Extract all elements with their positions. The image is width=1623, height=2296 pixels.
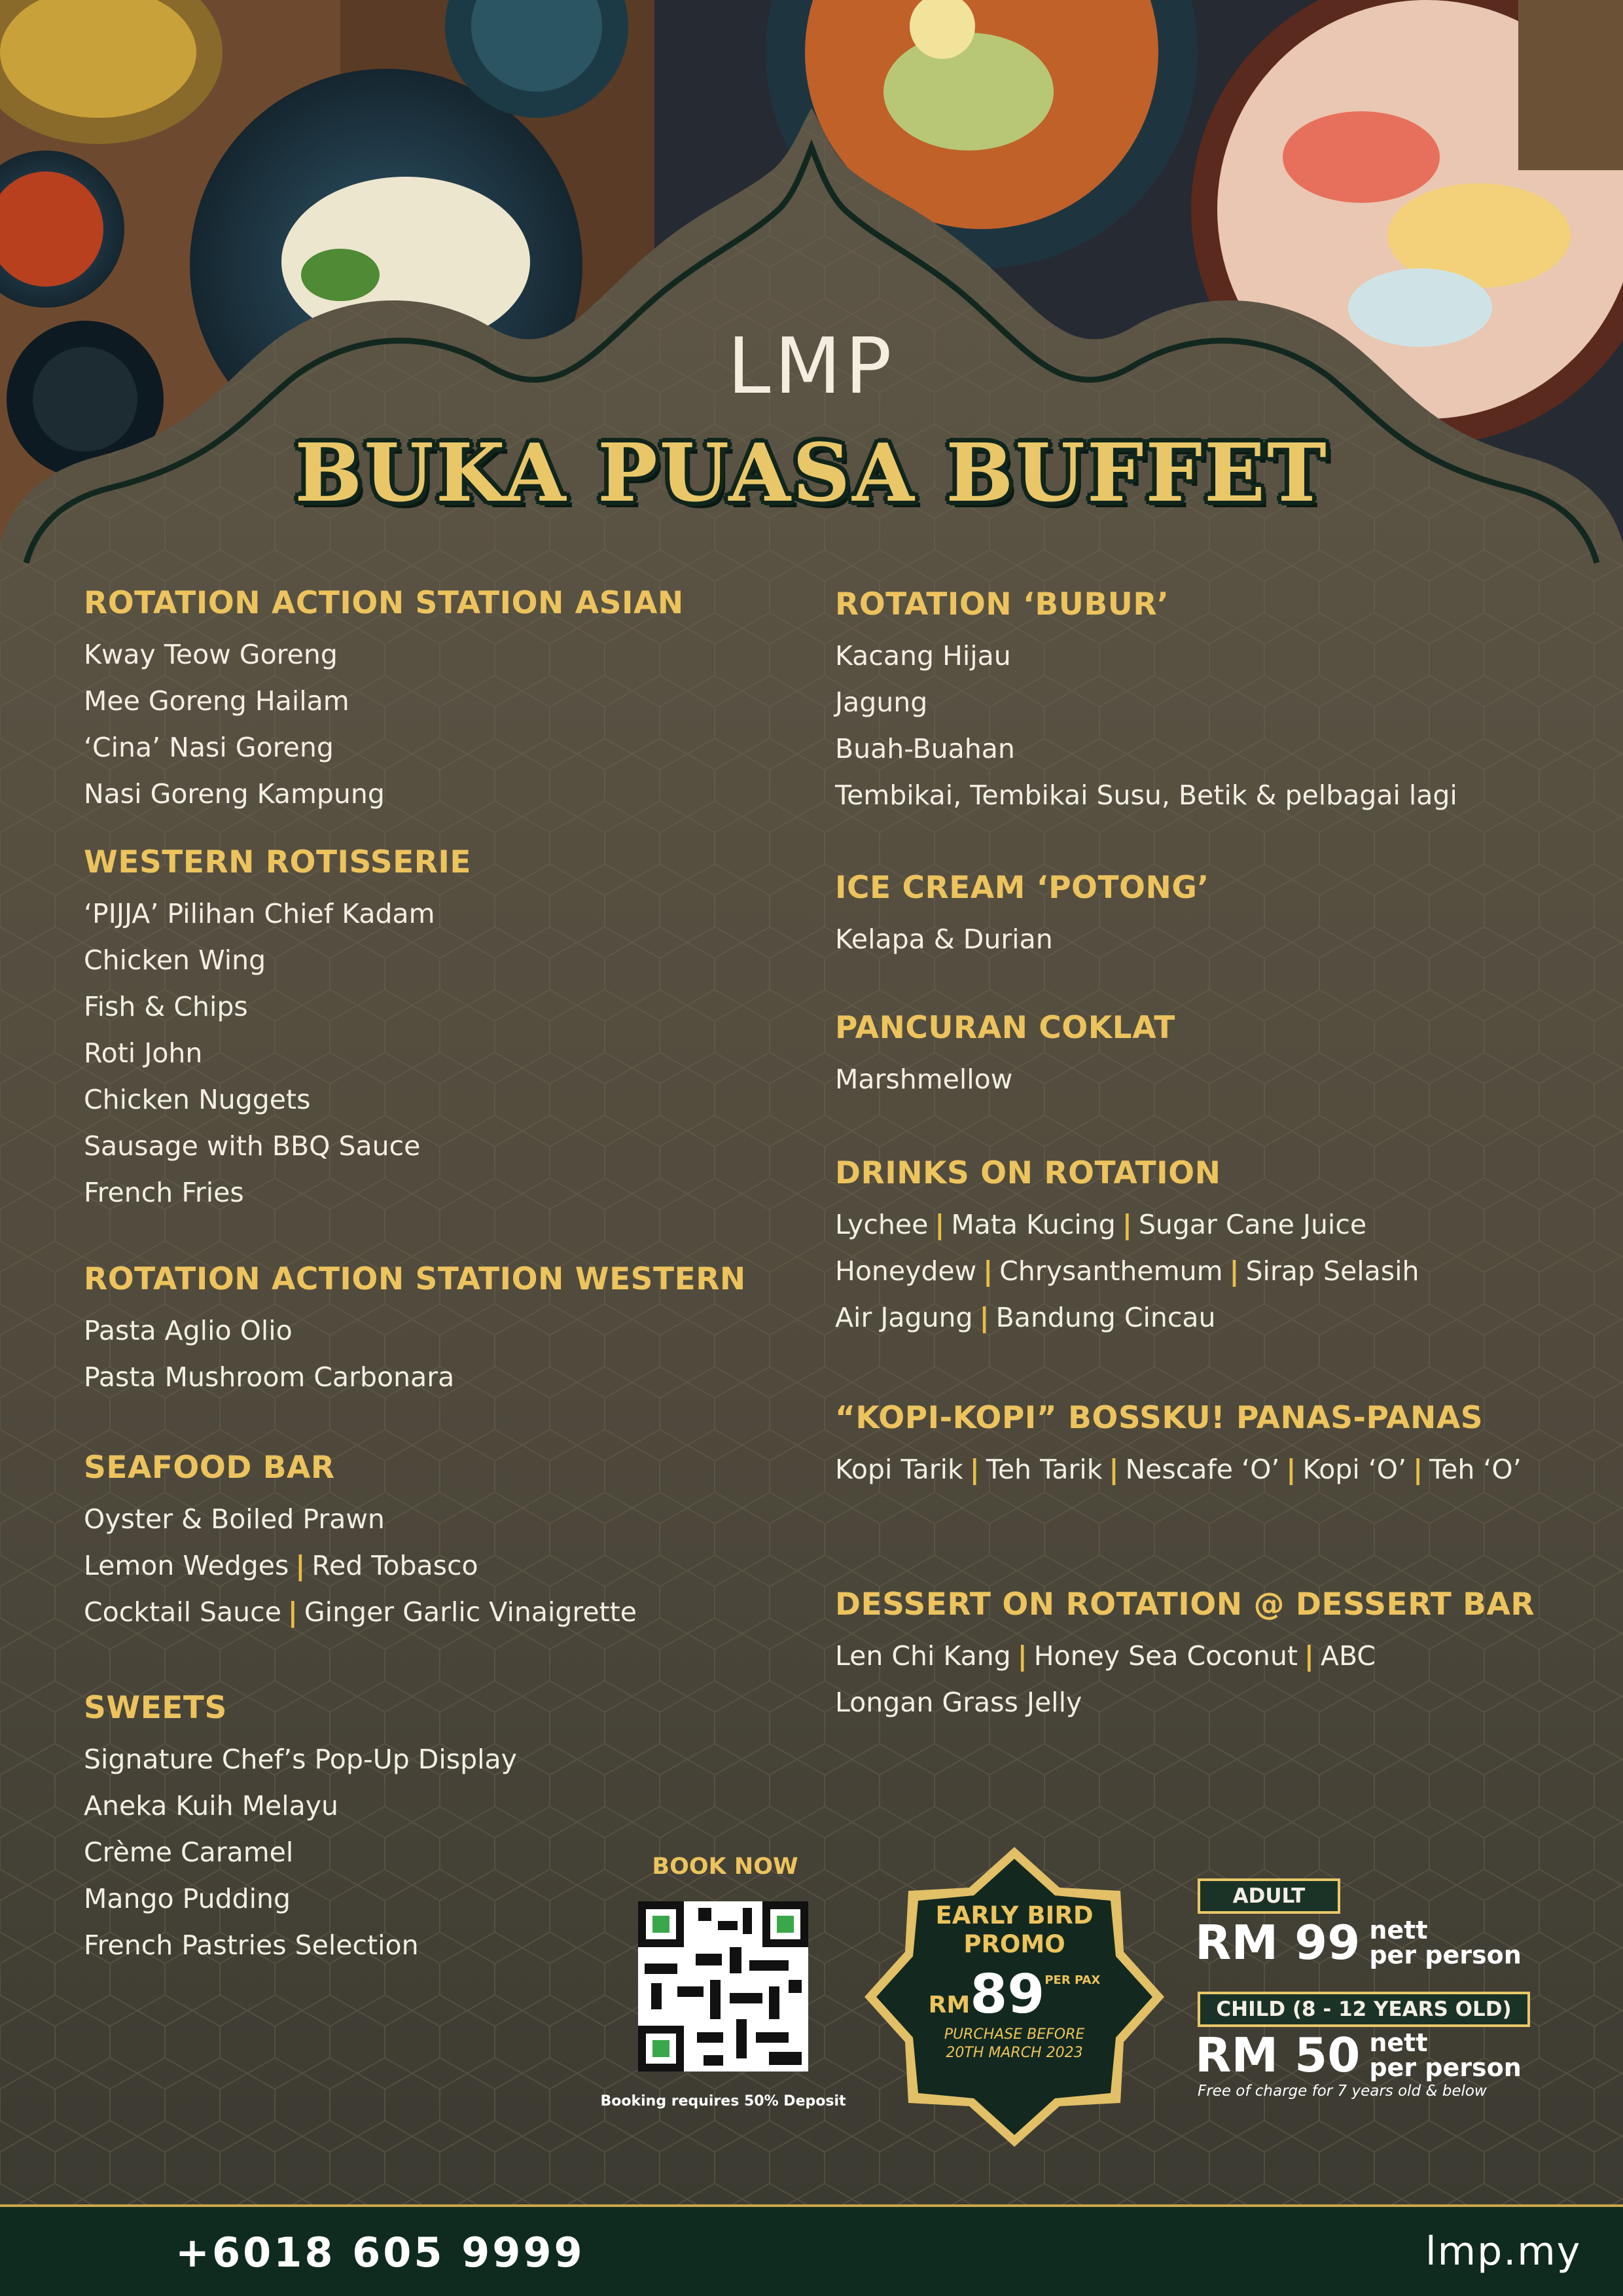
menu-item-text: Mata Kucing [951, 1209, 1116, 1240]
menu-item-text: Aneka Kuih Melayu [84, 1790, 339, 1821]
menu-item-text: Lemon Wedges [84, 1550, 289, 1581]
menu-item-text: Crème Caramel [84, 1837, 294, 1868]
menu-item-list [835, 1637, 1555, 1730]
adult-price-unit [1369, 1918, 1521, 1967]
menu-item-list [84, 636, 804, 821]
menu-item [835, 683, 1555, 730]
menu-item-text: Nasi Goreng Kampung [84, 778, 385, 810]
menu-item [84, 728, 804, 775]
menu-item-text: Sugar Cane Juice [1138, 1209, 1367, 1240]
menu-section-action-asian [84, 585, 804, 821]
section-heading: DRINKS ON ROTATION [835, 1155, 1221, 1191]
menu-item [84, 1547, 804, 1593]
menu-item-text: Chrysanthemum [999, 1255, 1223, 1287]
menu-section-western-rotisserie [84, 844, 804, 1220]
promo-title-line1: EARLY BIRD [935, 1901, 1094, 1929]
menu-item-text: Oyster & Boiled Prawn [84, 1503, 385, 1535]
item-separator: | [1109, 1454, 1119, 1485]
section-heading: PANCURAN COKLAT [835, 1010, 1175, 1046]
menu-item-text: Tembikai, Tembikai Susu, Betik & pelbagai lagi [835, 780, 1457, 811]
menu-item-text: Kopi ‘O’ [1302, 1454, 1407, 1485]
menu-item-text: Longan Grass Jelly [835, 1687, 1082, 1718]
menu-item-text: Mango Pudding [84, 1883, 291, 1914]
per-person-label: per person [1369, 1941, 1522, 1969]
item-separator: | [935, 1209, 945, 1240]
menu-item [84, 1740, 804, 1787]
menu-item-text: Roti John [84, 1037, 203, 1069]
menu-item-text: Chicken Wing [84, 944, 266, 976]
menu-item-list [84, 1500, 804, 1640]
item-separator: | [1304, 1640, 1314, 1672]
item-separator: | [1122, 1209, 1132, 1240]
menu-item [84, 1081, 804, 1127]
whatsapp-icon[interactable] [98, 2227, 164, 2292]
adult-price [1195, 1915, 1522, 1970]
menu-item-text: Honeydew [835, 1255, 977, 1287]
promo-currency: RM [928, 1992, 971, 2018]
menu-item [84, 1500, 804, 1547]
promo-note-line1: PURCHASE BEFORE [944, 2026, 1085, 2043]
menu-item-text: Kelapa & Durian [835, 924, 1053, 955]
menu-item [835, 1683, 1555, 1730]
menu-section-seafood-bar [84, 1450, 804, 1640]
item-separator: | [1017, 1640, 1027, 1672]
child-price-amount: RM 50 [1195, 2028, 1361, 2083]
per-person-label: per person [1369, 2053, 1522, 2082]
menu-item [84, 941, 804, 988]
section-heading: ICE CREAM ‘POTONG’ [835, 870, 1209, 906]
menu-item [84, 1593, 804, 1640]
menu-item-text: Kacang Hijau [835, 640, 1011, 672]
menu-item-text: Kopi Tarik [835, 1454, 963, 1485]
menu-item [835, 637, 1555, 683]
menu-item-list [835, 637, 1555, 823]
menu-section-drinks [835, 1155, 1555, 1345]
menu-item-list [835, 1060, 1555, 1107]
menu-item [84, 988, 804, 1034]
menu-item-text: Honey Sea Coconut [1033, 1640, 1298, 1672]
item-separator: | [983, 1255, 993, 1287]
menu-item-text: Pasta Mushroom Carbonara [84, 1361, 455, 1393]
nett-label: nett [1369, 1916, 1428, 1945]
menu-item [835, 920, 1555, 967]
menu-item-text: Bandung Cincau [995, 1302, 1216, 1333]
menu-item-list [835, 1206, 1555, 1345]
child-price [1195, 2028, 1522, 2083]
item-separator: | [287, 1596, 298, 1628]
menu-item-text: Signature Chef’s Pop-Up Display [84, 1744, 517, 1775]
section-heading: ROTATION ‘BUBUR’ [835, 586, 1169, 622]
menu-item-text: Teh ‘O’ [1429, 1454, 1522, 1485]
menu-item [835, 1299, 1555, 1345]
menu-item-text: Kway Teow Goreng [84, 639, 338, 670]
menu-item-text: Pasta Aglio Olio [84, 1315, 293, 1346]
item-separator: | [969, 1454, 980, 1485]
menu-item-text: Mee Goreng Hailam [84, 685, 349, 717]
menu-section-ice-cream [835, 870, 1555, 967]
menu-item-text: ‘PIJJA’ Pilihan Chief Kadam [84, 898, 435, 929]
menu-item-text: Jagung [835, 687, 928, 718]
menu-item [835, 1450, 1555, 1497]
menu-item-text: Buah-Buahan [835, 733, 1015, 764]
menu-item-text: Air Jagung [835, 1302, 973, 1333]
qr-code[interactable] [627, 1890, 819, 2083]
section-heading: SWEETS [84, 1690, 227, 1726]
menu-item-list [84, 1312, 804, 1405]
menu-item-text: ABC [1320, 1640, 1376, 1672]
promo-per: PER PAX [1044, 1973, 1101, 1987]
menu-item [835, 1206, 1555, 1252]
menu-item [84, 895, 804, 941]
menu-item-text: ‘Cina’ Nasi Goreng [84, 732, 334, 763]
section-heading: “KOPI-KOPI” BOSSKU! PANAS-PANAS [835, 1400, 1484, 1436]
menu-item-text: Cocktail Sauce [84, 1596, 281, 1628]
phone-icon[interactable] [36, 2231, 101, 2296]
menu-item-text: Len Chi Kang [835, 1640, 1011, 1672]
menu-item-text: Sirap Selasih [1245, 1255, 1419, 1287]
website-link[interactable]: lmp.my [1425, 2229, 1582, 2274]
menu-item [835, 1252, 1555, 1299]
adult-badge: ADULT [1198, 1878, 1340, 1914]
item-separator: | [1229, 1255, 1240, 1287]
promo-title-line2: PROMO [963, 1930, 1065, 1958]
menu-section-kopi [835, 1400, 1555, 1497]
section-heading: ROTATION ACTION STATION WESTERN [84, 1261, 746, 1297]
section-heading: SEAFOOD BAR [84, 1450, 335, 1486]
menu-item-text: Marshmellow [835, 1064, 1013, 1095]
menu-item [84, 682, 804, 728]
adult-price-amount: RM 99 [1195, 1915, 1361, 1970]
child-price-unit [1369, 2030, 1521, 2080]
menu-item [84, 1787, 804, 1833]
menu-item [835, 1060, 1555, 1107]
menu-item-text: French Fries [84, 1177, 244, 1208]
item-separator: | [979, 1302, 990, 1333]
menu-item-list [835, 920, 1555, 967]
brand-logo: LMP [727, 321, 896, 411]
menu-section-action-western [84, 1261, 804, 1405]
menu-item [835, 776, 1555, 823]
menu-item-list [835, 1450, 1555, 1497]
menu-item [84, 1358, 804, 1405]
child-badge: CHILD (8 - 12 YEARS OLD) [1198, 1992, 1530, 2027]
book-now-label: BOOK NOW [652, 1854, 798, 1880]
promo-title [913, 1901, 1116, 1959]
menu-section-dessert [835, 1587, 1555, 1730]
menu-item-text: Sausage with BBQ Sauce [84, 1130, 421, 1162]
promo-amount: 89 [970, 1964, 1045, 2026]
item-separator: | [295, 1550, 306, 1581]
menu-item [84, 636, 804, 682]
item-separator: | [1413, 1454, 1423, 1485]
page-title: BUKA PUASA BUFFET [294, 425, 1329, 520]
menu-item-list [84, 895, 804, 1220]
promo-deadline [913, 2026, 1116, 2062]
menu-item-text: French Pastries Selection [84, 1929, 419, 1961]
instagram-icon[interactable] [1342, 2224, 1404, 2287]
menu-item-text: Ginger Garlic Vinaigrette [304, 1596, 637, 1628]
menu-item-text: Fish & Chips [84, 991, 248, 1022]
menu-item-text: Chicken Nuggets [84, 1084, 311, 1115]
menu-item [84, 1034, 804, 1081]
item-separator: | [1286, 1454, 1296, 1485]
menu-item [84, 1312, 804, 1358]
free-of-charge-note: Free of charge for 7 years old & below [1198, 2083, 1487, 2100]
section-heading: DESSERT ON ROTATION @ DESSERT BAR [835, 1587, 1535, 1623]
menu-item [835, 1637, 1555, 1683]
menu-item [835, 730, 1555, 776]
menu-section-bubur [835, 586, 1555, 823]
section-heading: WESTERN ROTISSERIE [84, 844, 472, 880]
section-heading: ROTATION ACTION STATION ASIAN [84, 585, 684, 621]
menu-item [84, 775, 804, 821]
promo-note-line2: 20TH MARCH 2023 [946, 2045, 1083, 2061]
phone-number[interactable]: +6018 605 9999 [175, 2229, 585, 2276]
menu-item-text: Red Tobasco [312, 1550, 478, 1581]
menu-section-pancuran-coklat [835, 1010, 1555, 1107]
menu-item-text: Lychee [835, 1209, 929, 1240]
nett-label: nett [1369, 2028, 1428, 2057]
menu-item [84, 1127, 804, 1174]
menu-item [84, 1174, 804, 1220]
deposit-note: Booking requires 50% Deposit [600, 2093, 846, 2109]
promo-price [913, 1964, 1116, 2026]
menu-item-text: Nescafe ‘O’ [1125, 1454, 1280, 1485]
menu-item-text: Teh Tarik [986, 1454, 1103, 1485]
